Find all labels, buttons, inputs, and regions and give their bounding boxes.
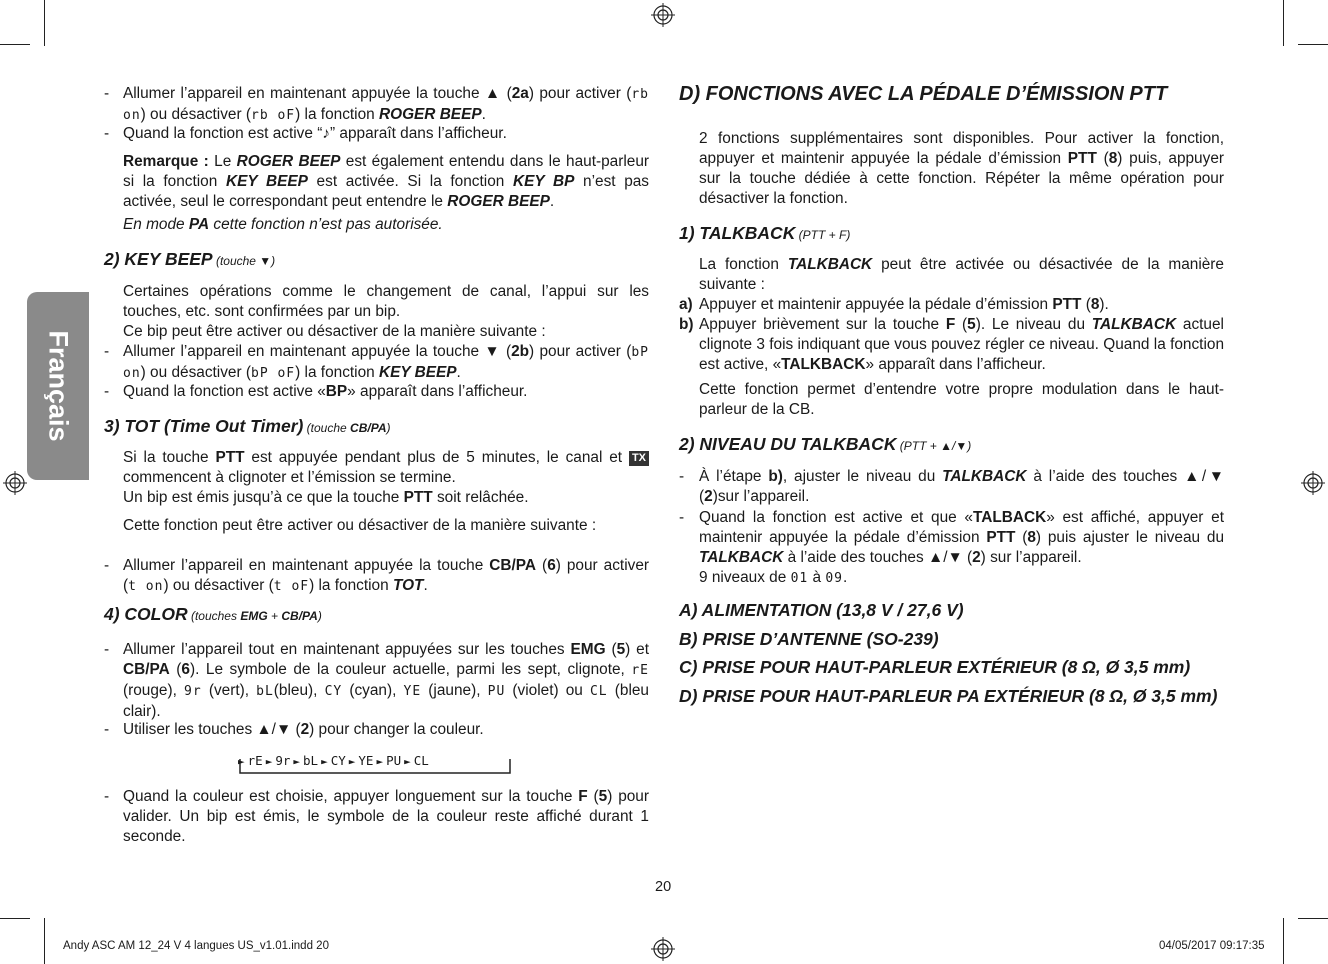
list-item: - Quand la couleur est choisie, appuyer longuement sur la touche F (5) pour valider. Un bip est émis, le symbole de la couleur reste affiché durant 1 seconde. [104, 788, 649, 845]
list-item: - Quand la fonction est active «BP» apparaît dans l’afficheur. [104, 383, 528, 400]
arrow-icon: ► [293, 755, 300, 768]
list-item: - Allumer l’appareil en maintenant appuyée la touche CB/PA (6) pour activer (t on) ou désactiver (t oF) la fonction TOT. [104, 557, 650, 594]
list-item: - Quand la fonction est active et que «TALBACK» est affiché, appuyer et maintenir appuyée la pédale d’émission PTT (8) puis ajuster le niveau du TALKBACK à l’aide des touches ▲/▼ (2) sur l’appareil. 9 niveaux de 01 à 09. [679, 509, 1224, 586]
section-heading: 4) COLOR (touches EMG + CB/PA) [104, 604, 322, 624]
color-code: CY [330, 753, 346, 768]
color-code: rE [247, 753, 263, 768]
list-item: - Allumer l’appareil en maintenant appuyée la touche ▲ (2a) pour activer (rb on) ou désactiver (rb oF) la fonction ROGER BEEP. [104, 85, 649, 123]
paragraph: Un bip est émis jusqu’à ce que la touche PTT soit relâchée. [123, 489, 529, 506]
crop-mark [1283, 0, 1284, 46]
registration-mark-icon [3, 471, 27, 495]
list-item: b) Appuyer brièvement sur la touche F (5). Le niveau du TALKBACK actuel clignote 3 fois indiquant que vous pouvez régler ce niveau. Quand la fonction est active, «TALKBACK» apparaît dans l’afficheur. [679, 316, 1224, 373]
page-title: D) FONCTIONS AVEC LA PÉDALE D’ÉMISSION PTT [679, 83, 1168, 105]
footer-timestamp: 04/05/2017 09:17:35 [1159, 940, 1265, 952]
color-sequence-diagram [238, 753, 512, 775]
lcd-symbol: rb on [123, 87, 649, 123]
list-item: - Allumer l’appareil en maintenant appuyée la touche ▼ (2b) pour activer (bP on) ou désactiver (bP oF) la fonction KEY BEEP. [104, 343, 649, 381]
section-heading: C) PRISE POUR HAUT-PARLEUR EXTÉRIEUR (8 Ω, Ø 3,5 mm) [679, 657, 1191, 677]
section-heading: B) PRISE D’ANTENNE (SO-239) [679, 629, 939, 649]
arrow-icon: ► [404, 755, 411, 768]
paragraph: Si la touche PTT est appuyée pendant plus de 5 minutes, le canal et TX commencent à clignoter et l’émission se termine. [123, 448, 649, 488]
arrow-icon: ► [376, 755, 384, 768]
registration-mark-icon [1301, 471, 1325, 495]
lcd-symbol: rb oF [251, 108, 296, 123]
lcd-symbol: 01 [790, 571, 809, 586]
section-heading: A) ALIMENTATION (13,8 V / 27,6 V) [679, 600, 964, 620]
color-code: 9r [275, 753, 291, 768]
lcd-symbol: bP on [123, 345, 649, 381]
arrow-icon: ► [348, 755, 356, 768]
language-tab [27, 292, 89, 480]
list-item: - À l’étape b), ajuster le niveau du TALKBACK à l’aide des touches ▲/▼ (2)sur l’appareil. [679, 468, 1224, 505]
crop-mark [0, 918, 30, 919]
paragraph: Cette fonction permet d’entendre votre propre modulation dans le haut-parleur de la CB. [699, 381, 1224, 418]
paragraph: La fonction TALKBACK peut être activée ou désactivée de la manière suivante : [699, 256, 1224, 293]
lcd-symbol: 09 [825, 571, 843, 586]
section-heading: 3) TOT (Time Out Timer) (touche CB/PA) [104, 416, 391, 436]
remark-paragraph: Remarque : Le ROGER BEEP est également entendu dans le haut-parleur si la fonction KEY BEEP est activée. Si la fonction KEY BP n’est pas activée, seul le correspondant peut entendre le ROGER BEEP. [123, 153, 650, 210]
list-item: - Quand la fonction est active “♪” apparaît dans l’afficheur. [104, 125, 507, 142]
paragraph: Certaines opérations comme le changement de canal, l’appui sur les touches, etc. sont confirmées par un bip. [123, 283, 649, 320]
list-item: - Allumer l’appareil tout en maintenant appuyées sur les touches EMG (5) et CB/PA (6). Le symbole de la couleur actuelle, parmi les sept, clignote, rE (rouge), 9r (vert), bL(bleu), CY (cyan), YE (jaune), PU (violet) ou CL (bleu clair). [104, 641, 649, 720]
crop-mark [44, 0, 45, 46]
arrow-icon: ► [321, 755, 328, 768]
paragraph: Cette fonction peut être activer ou désactiver de la manière suivante : [123, 517, 597, 534]
page-number: 20 [655, 879, 672, 895]
arrow-icon: ► [265, 755, 273, 768]
lcd-symbol: t oF [273, 579, 310, 594]
color-code: bL [303, 753, 319, 768]
paragraph: 2 fonctions supplémentaires sont disponibles. Pour activer la fonction, appuyer et maintenir appuyée la pédale d’émission PTT (8) puis, appuyer sur la touche dédiée à cette fonction. Répéter la même opération pour désactiver la fonction. [699, 130, 1225, 207]
registration-mark-icon [651, 3, 675, 27]
crop-mark [1298, 918, 1328, 919]
crop-mark [44, 918, 45, 964]
arrow-icon: ► [238, 755, 245, 768]
color-code: YE [358, 753, 374, 768]
section-heading: 1) TALKBACK (PTT + F) [679, 223, 851, 243]
lcd-symbol: t on [128, 579, 164, 594]
section-heading: D) PRISE POUR HAUT-PARLEUR PA EXTÉRIEUR (8 Ω, Ø 3,5 mm) [679, 686, 1218, 706]
crop-mark [1283, 918, 1284, 964]
tx-indicator: TX [629, 451, 649, 466]
color-code: PU [386, 753, 402, 768]
footer-file-info: Andy ASC AM 12_24 V 4 langues US_v1.01.indd 20 [63, 940, 329, 952]
color-sequence [238, 753, 512, 771]
crop-mark [1298, 44, 1328, 45]
section-heading: 2) NIVEAU DU TALKBACK (PTT + ▲/▼) [679, 434, 972, 454]
lcd-symbol: bP oF [251, 366, 296, 381]
list-item: - Utiliser les touches ▲/▼ (2) pour changer la couleur. [104, 721, 484, 738]
pa-note: En mode PA cette fonction n’est pas autorisée. [123, 216, 443, 233]
color-code: CL [413, 753, 429, 768]
registration-mark-icon [651, 937, 675, 961]
paragraph: Ce bip peut être activer ou désactiver de la manière suivante : [123, 323, 546, 340]
crop-mark [0, 44, 30, 45]
language-tab-label: Français [43, 330, 74, 442]
list-item: a) Appuyer et maintenir appuyée la pédale d’émission PTT (8). [679, 296, 1109, 313]
section-heading: 2) KEY BEEP (touche ▼) [104, 249, 276, 269]
